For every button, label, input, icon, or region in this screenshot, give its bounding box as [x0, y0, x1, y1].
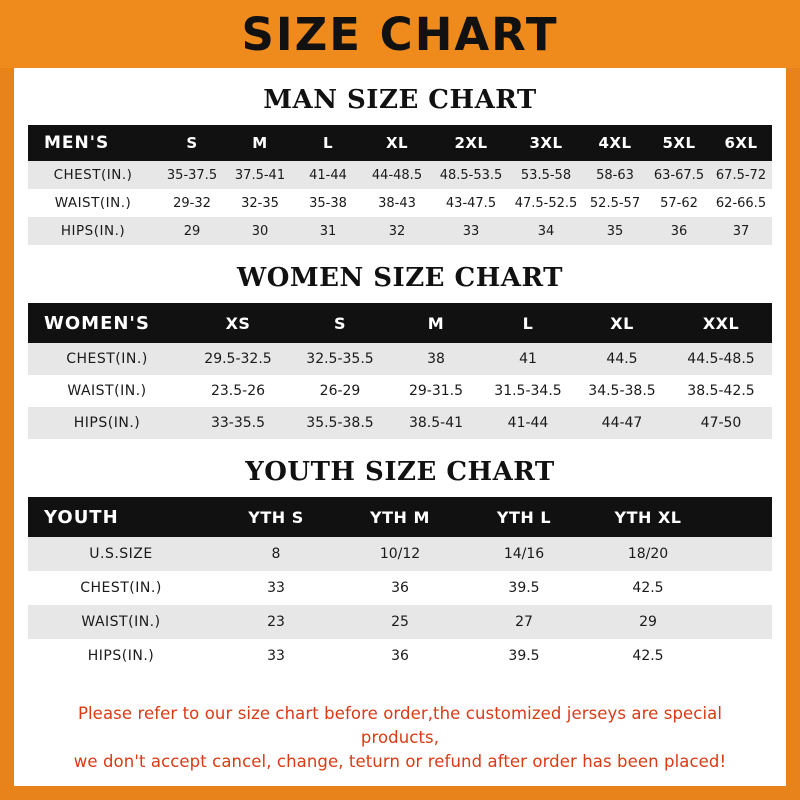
cell: 18/20 [586, 537, 710, 571]
header-cell: 3XL [510, 125, 582, 161]
row-label: HIPS(IN.) [28, 407, 186, 439]
bottom-accent-bar [0, 786, 800, 800]
cell: 32.5-35.5 [290, 343, 390, 375]
row-label: WAIST(IN.) [28, 605, 214, 639]
table-header-row [28, 497, 772, 537]
table-row [28, 639, 772, 673]
youth-size-table [28, 497, 772, 673]
row-label: WAIST(IN.) [28, 189, 158, 217]
cell: 36 [338, 571, 462, 605]
header-cell: M [226, 125, 294, 161]
header-cell: M [390, 303, 482, 343]
footer-line-2: we don't accept cancel, change, teturn or refund after order has been placed! [73, 752, 727, 772]
cell: 62-66.5 [710, 189, 772, 217]
cell: 23 [214, 605, 338, 639]
header-cell: 2XL [432, 125, 510, 161]
header-cell: S [158, 125, 226, 161]
header-cell: S [290, 303, 390, 343]
header-cell: YTH XL [586, 497, 710, 537]
cell: 29.5-32.5 [186, 343, 290, 375]
cell-spacer [710, 605, 772, 639]
section-title-women: WOMEN SIZE CHART [237, 263, 563, 293]
women-size-table [28, 303, 772, 439]
cell: 39.5 [462, 571, 586, 605]
footer-note [26, 692, 774, 786]
table-row [28, 605, 772, 639]
header-cell: XL [362, 125, 432, 161]
header-cell: 4XL [582, 125, 648, 161]
cell: 42.5 [586, 571, 710, 605]
cell: 29-31.5 [390, 375, 482, 407]
table-row [28, 407, 772, 439]
cell: 53.5-58 [510, 161, 582, 189]
cell: 27 [462, 605, 586, 639]
cell: 34.5-38.5 [574, 375, 670, 407]
row-label: U.S.SIZE [28, 537, 214, 571]
cell: 10/12 [338, 537, 462, 571]
cell: 35 [582, 217, 648, 245]
cell: 8 [214, 537, 338, 571]
header-cell: YTH S [214, 497, 338, 537]
cell: 34 [510, 217, 582, 245]
cell: 35-37.5 [158, 161, 226, 189]
cell: 57-62 [648, 189, 710, 217]
table-row [28, 217, 772, 245]
header-cell: XS [186, 303, 290, 343]
cell: 38-43 [362, 189, 432, 217]
content-area [14, 68, 786, 786]
table-row [28, 571, 772, 605]
men-size-table [28, 125, 772, 245]
cell: 31.5-34.5 [482, 375, 574, 407]
cell: 35.5-38.5 [290, 407, 390, 439]
header-cell: 6XL [710, 125, 772, 161]
cell-spacer [710, 537, 772, 571]
cell: 31 [294, 217, 362, 245]
cell: 67.5-72 [710, 161, 772, 189]
cell: 44.5-48.5 [670, 343, 772, 375]
banner [0, 0, 800, 68]
row-label: CHEST(IN.) [28, 571, 214, 605]
cell: 36 [648, 217, 710, 245]
cell: 52.5-57 [582, 189, 648, 217]
cell-spacer [710, 571, 772, 605]
cell: 33 [214, 571, 338, 605]
section-title-man: MAN SIZE CHART [263, 85, 537, 115]
row-label: HIPS(IN.) [28, 217, 158, 245]
header-cell: L [482, 303, 574, 343]
table-row [28, 375, 772, 407]
header-cell: 5XL [648, 125, 710, 161]
cell: 63-67.5 [648, 161, 710, 189]
row-label: CHEST(IN.) [28, 343, 186, 375]
cell: 44-47 [574, 407, 670, 439]
cell: 47.5-52.5 [510, 189, 582, 217]
cell: 42.5 [586, 639, 710, 673]
cell: 30 [226, 217, 294, 245]
cell: 37 [710, 217, 772, 245]
cell: 33-35.5 [186, 407, 290, 439]
header-cell: YOUTH [28, 497, 214, 537]
cell: 48.5-53.5 [432, 161, 510, 189]
table-row [28, 189, 772, 217]
page-title: SIZE CHART [241, 7, 559, 61]
cell: 41 [482, 343, 574, 375]
header-cell: YTH L [462, 497, 586, 537]
cell: 14/16 [462, 537, 586, 571]
cell: 23.5-26 [186, 375, 290, 407]
table-row [28, 161, 772, 189]
row-label: CHEST(IN.) [28, 161, 158, 189]
cell: 25 [338, 605, 462, 639]
header-cell: XL [574, 303, 670, 343]
cell: 38.5-41 [390, 407, 482, 439]
cell: 43-47.5 [432, 189, 510, 217]
cell: 41-44 [482, 407, 574, 439]
cell: 32-35 [226, 189, 294, 217]
header-cell: XXL [670, 303, 772, 343]
cell: 29-32 [158, 189, 226, 217]
cell: 58-63 [582, 161, 648, 189]
cell: 38.5-42.5 [670, 375, 772, 407]
cell: 44-48.5 [362, 161, 432, 189]
cell: 36 [338, 639, 462, 673]
cell: 37.5-41 [226, 161, 294, 189]
header-cell: MEN'S [28, 125, 158, 161]
header-cell: L [294, 125, 362, 161]
cell: 38 [390, 343, 482, 375]
cell: 35-38 [294, 189, 362, 217]
cell: 32 [362, 217, 432, 245]
table-header-row [28, 125, 772, 161]
cell: 41-44 [294, 161, 362, 189]
table-row [28, 343, 772, 375]
cell: 47-50 [670, 407, 772, 439]
cell-spacer [710, 639, 772, 673]
section-title-youth: YOUTH SIZE CHART [245, 457, 555, 487]
cell: 33 [432, 217, 510, 245]
cell: 29 [158, 217, 226, 245]
header-cell: WOMEN'S [28, 303, 186, 343]
header-spacer [710, 497, 772, 537]
cell: 39.5 [462, 639, 586, 673]
cell: 29 [586, 605, 710, 639]
cell: 44.5 [574, 343, 670, 375]
cell: 26-29 [290, 375, 390, 407]
table-row [28, 537, 772, 571]
footer-line-1: Please refer to our size chart before order,the customized jerseys are special products, [77, 704, 723, 748]
row-label: HIPS(IN.) [28, 639, 214, 673]
cell: 33 [214, 639, 338, 673]
row-label: WAIST(IN.) [28, 375, 186, 407]
table-header-row [28, 303, 772, 343]
header-cell: YTH M [338, 497, 462, 537]
